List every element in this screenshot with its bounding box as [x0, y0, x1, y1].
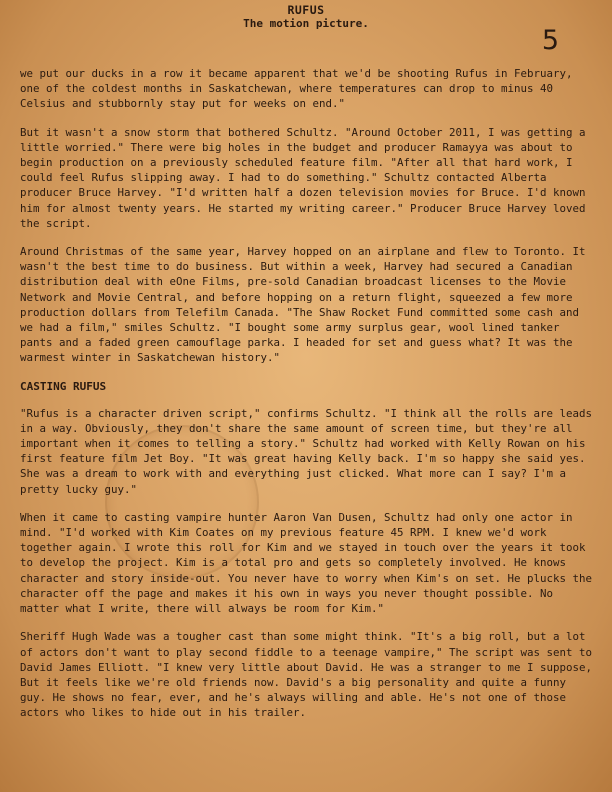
article-body [20, 66, 594, 734]
paragraph-2: But it wasn't a snow storm that bothered Schultz. "Around October 2011, I was getting a little worried." There were big holes in the budget and producer Ramayya was about to begin production on a previously scheduled feature film. "After all that hard work, I could feel Rufus slipping away. I had to do something." Schultz contacted Alberta producer Bruce Harvey. "I'd written half a dozen television movies for Bruce. I'd known him for almost twenty years. He started my writing career." Producer Bruce Harvey loved the script. [20, 125, 586, 230]
paragraph-1: we put our ducks in a row it became apparent that we'd be shooting Rufus in February, one of the coldest months in Saskatchewan, where temperatures can drop to minus 40 Celsius and stubbornly stay put for weeks on end." [20, 67, 573, 111]
page-header [0, 4, 612, 30]
page-subtitle: The motion picture. [243, 17, 369, 30]
section-heading: CASTING RUFUS [20, 379, 107, 393]
paragraph-5: When it came to casting vampire hunter Aaron Van Dusen, Schultz had only one actor in mind. "I'd worked with Kim Coates on my previous feature 45 RPM. I knew we'd work together again. I wrote this roll for Kim and we stayed in touch over the years it took to develop the project. Kim is a total pro and gets so completely involved. He knows character and story inside-out. You never have to worry when Kim's on set. He plucks the character off the page and makes it his own in ways you never thought possible. No matter what I write, there will always be room for Kim." [20, 510, 593, 616]
page-title: RUFUS [287, 3, 325, 17]
paragraph-3: Around Christmas of the same year, Harvey hopped on an airplane and flew to Toronto. It wasn't the best time to do business. But within a week, Harvey had secured a Canadian distribution deal with eOne Films, pre-sold Canadian broadcast licenses to the Movie Network and Movie Central, and before hopping on a return flight, squeezed a few more production dollars from Telefilm Canada. "The Shaw Rocket Fund committed some cash and we had a film," smiles Schultz. "I bought some army surplus gear, wool lined tanker pants and a faded green camouflage parka. I headed for set and guess what? It was the warmest winter in Saskatchewan history." [20, 245, 586, 365]
page-number: 5 [541, 25, 559, 56]
paragraph-4: "Rufus is a character driven script," confirms Schultz. "I think all the rolls are leads in a way. Obviously, they don't share the same amount of screen time, but they're all important when it comes to telling a story." Schultz had worked with Kelly Rowan on his first feature film Jet Boy. "It was great having Kelly back. I'm so happy she said yes. She was a dream to work with and everything just clicked. What more can I say? I'm a pretty lucky guy." [20, 406, 593, 496]
paragraph-6: Sheriff Hugh Wade was a tougher cast than some might think. "It's a big roll, but a lot of actors don't want to play second fiddle to a teenage vampire," The script was sent to David James Elliott. "I knew very little about David. He was a stranger to me I suppose, But it feels like we're old friends now. David's a big personality and quite a funny guy. He shows no fear, ever, and he's always willing and able. He's not one of those actors who likes to hide out in his trailer. [20, 630, 593, 720]
